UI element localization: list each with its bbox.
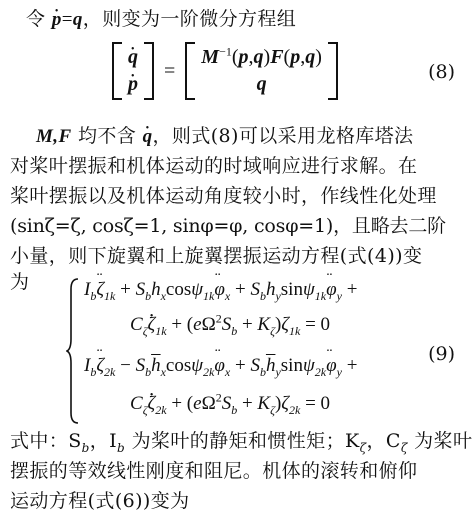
- text-fragment: ，C: [366, 430, 401, 452]
- subscript: ζ: [359, 440, 367, 455]
- math-equals: =: [61, 9, 73, 30]
- text-fragment: ，则变为一阶微分方程组: [82, 8, 297, 30]
- text-fragment: 式中：S: [10, 430, 82, 452]
- equation-9-row-4: $C_\zeta•$ $\zeta_{2k} + (e\Omega^2S_b + K_\zeta)\zeta_{2k} = 0$: [130, 390, 330, 418]
- equation-9-row-3: $I_b¨$ $\zeta_{2k}$ − $S_b\overline{h}_x\cos\psi_{2k}¨$ $\varphi_x$ + $S_b\overline{h}_y\sin\psi_{2k}¨$ $\varphi_y$ +: [84, 352, 357, 380]
- text-fragment: 令: [26, 8, 46, 30]
- equation-number-8: (8): [428, 61, 455, 83]
- text-fragment: 为桨叶的静矩和惯性矩；K: [125, 430, 360, 452]
- subscript: b: [81, 440, 90, 455]
- text-line-9: 摆振的等效线性刚度和阻尼。机体的滚转和俯仰: [10, 460, 418, 482]
- text-line-5: (sinζ=ζ, cosζ=1, sinφ=φ, cosφ=1)，且略去二阶: [10, 215, 446, 237]
- text-line-10: 运动方程(式(6))变为: [10, 490, 190, 512]
- equation-8: • q • p = $M^{-1}(p,q)F(p,q)$ q: [112, 42, 338, 100]
- math-q-dot: • q: [143, 126, 153, 147]
- right-bracket: [328, 42, 338, 100]
- text-fragment: ，则式(8)可以采用龙格库塔法: [152, 125, 414, 147]
- equation-9-brace: [66, 277, 80, 425]
- matrix-right-column: $M^{-1}(p,q)F(p,q)$ q: [201, 44, 322, 95]
- equation-9-row-1: $I_b¨$ $\zeta_{1k}$ + $S_bh_x\cos\psi_{1k}¨$ $\varphi_x$ + $S_bh_y\sin\psi_{1k}¨$ $\varphi_y$ +: [84, 276, 357, 304]
- matrix-left-column: • q • p: [122, 44, 144, 98]
- subscript: ζ: [400, 440, 408, 455]
- math-p-dot: • p: [52, 9, 62, 30]
- right-bracket: [144, 42, 154, 100]
- text-fragment: 为桨叶: [407, 430, 473, 452]
- math-M-F: M,F: [36, 126, 72, 147]
- text-fragment: 均不含: [71, 125, 143, 147]
- text-line-8: [10, 426, 473, 456]
- equation-number-9: (9): [428, 343, 455, 365]
- text-line-3: 对桨叶摆振和机体运动的时域响应进行求解。在: [10, 155, 418, 177]
- text-line-6: 小量，则下旋翼和上旋翼摆振运动方程(式(4))变: [10, 245, 423, 267]
- text-line-7: 为: [10, 271, 30, 293]
- text-line-1: [26, 4, 473, 34]
- subscript: b: [117, 440, 126, 455]
- text-line-4: 桨叶摆振以及机体运动角度较小时，作线性化处理: [10, 185, 437, 207]
- left-bracket: [185, 42, 195, 100]
- math-q: q: [72, 9, 83, 30]
- text-line-2: [36, 121, 473, 151]
- text-fragment: ，I: [89, 430, 118, 452]
- equation-9-row-2: $C_\zeta•$ $\zeta_{1k} + (e\Omega^2S_b + K_\zeta)\zeta_{1k} = 0$: [130, 311, 330, 339]
- left-bracket: [112, 42, 122, 100]
